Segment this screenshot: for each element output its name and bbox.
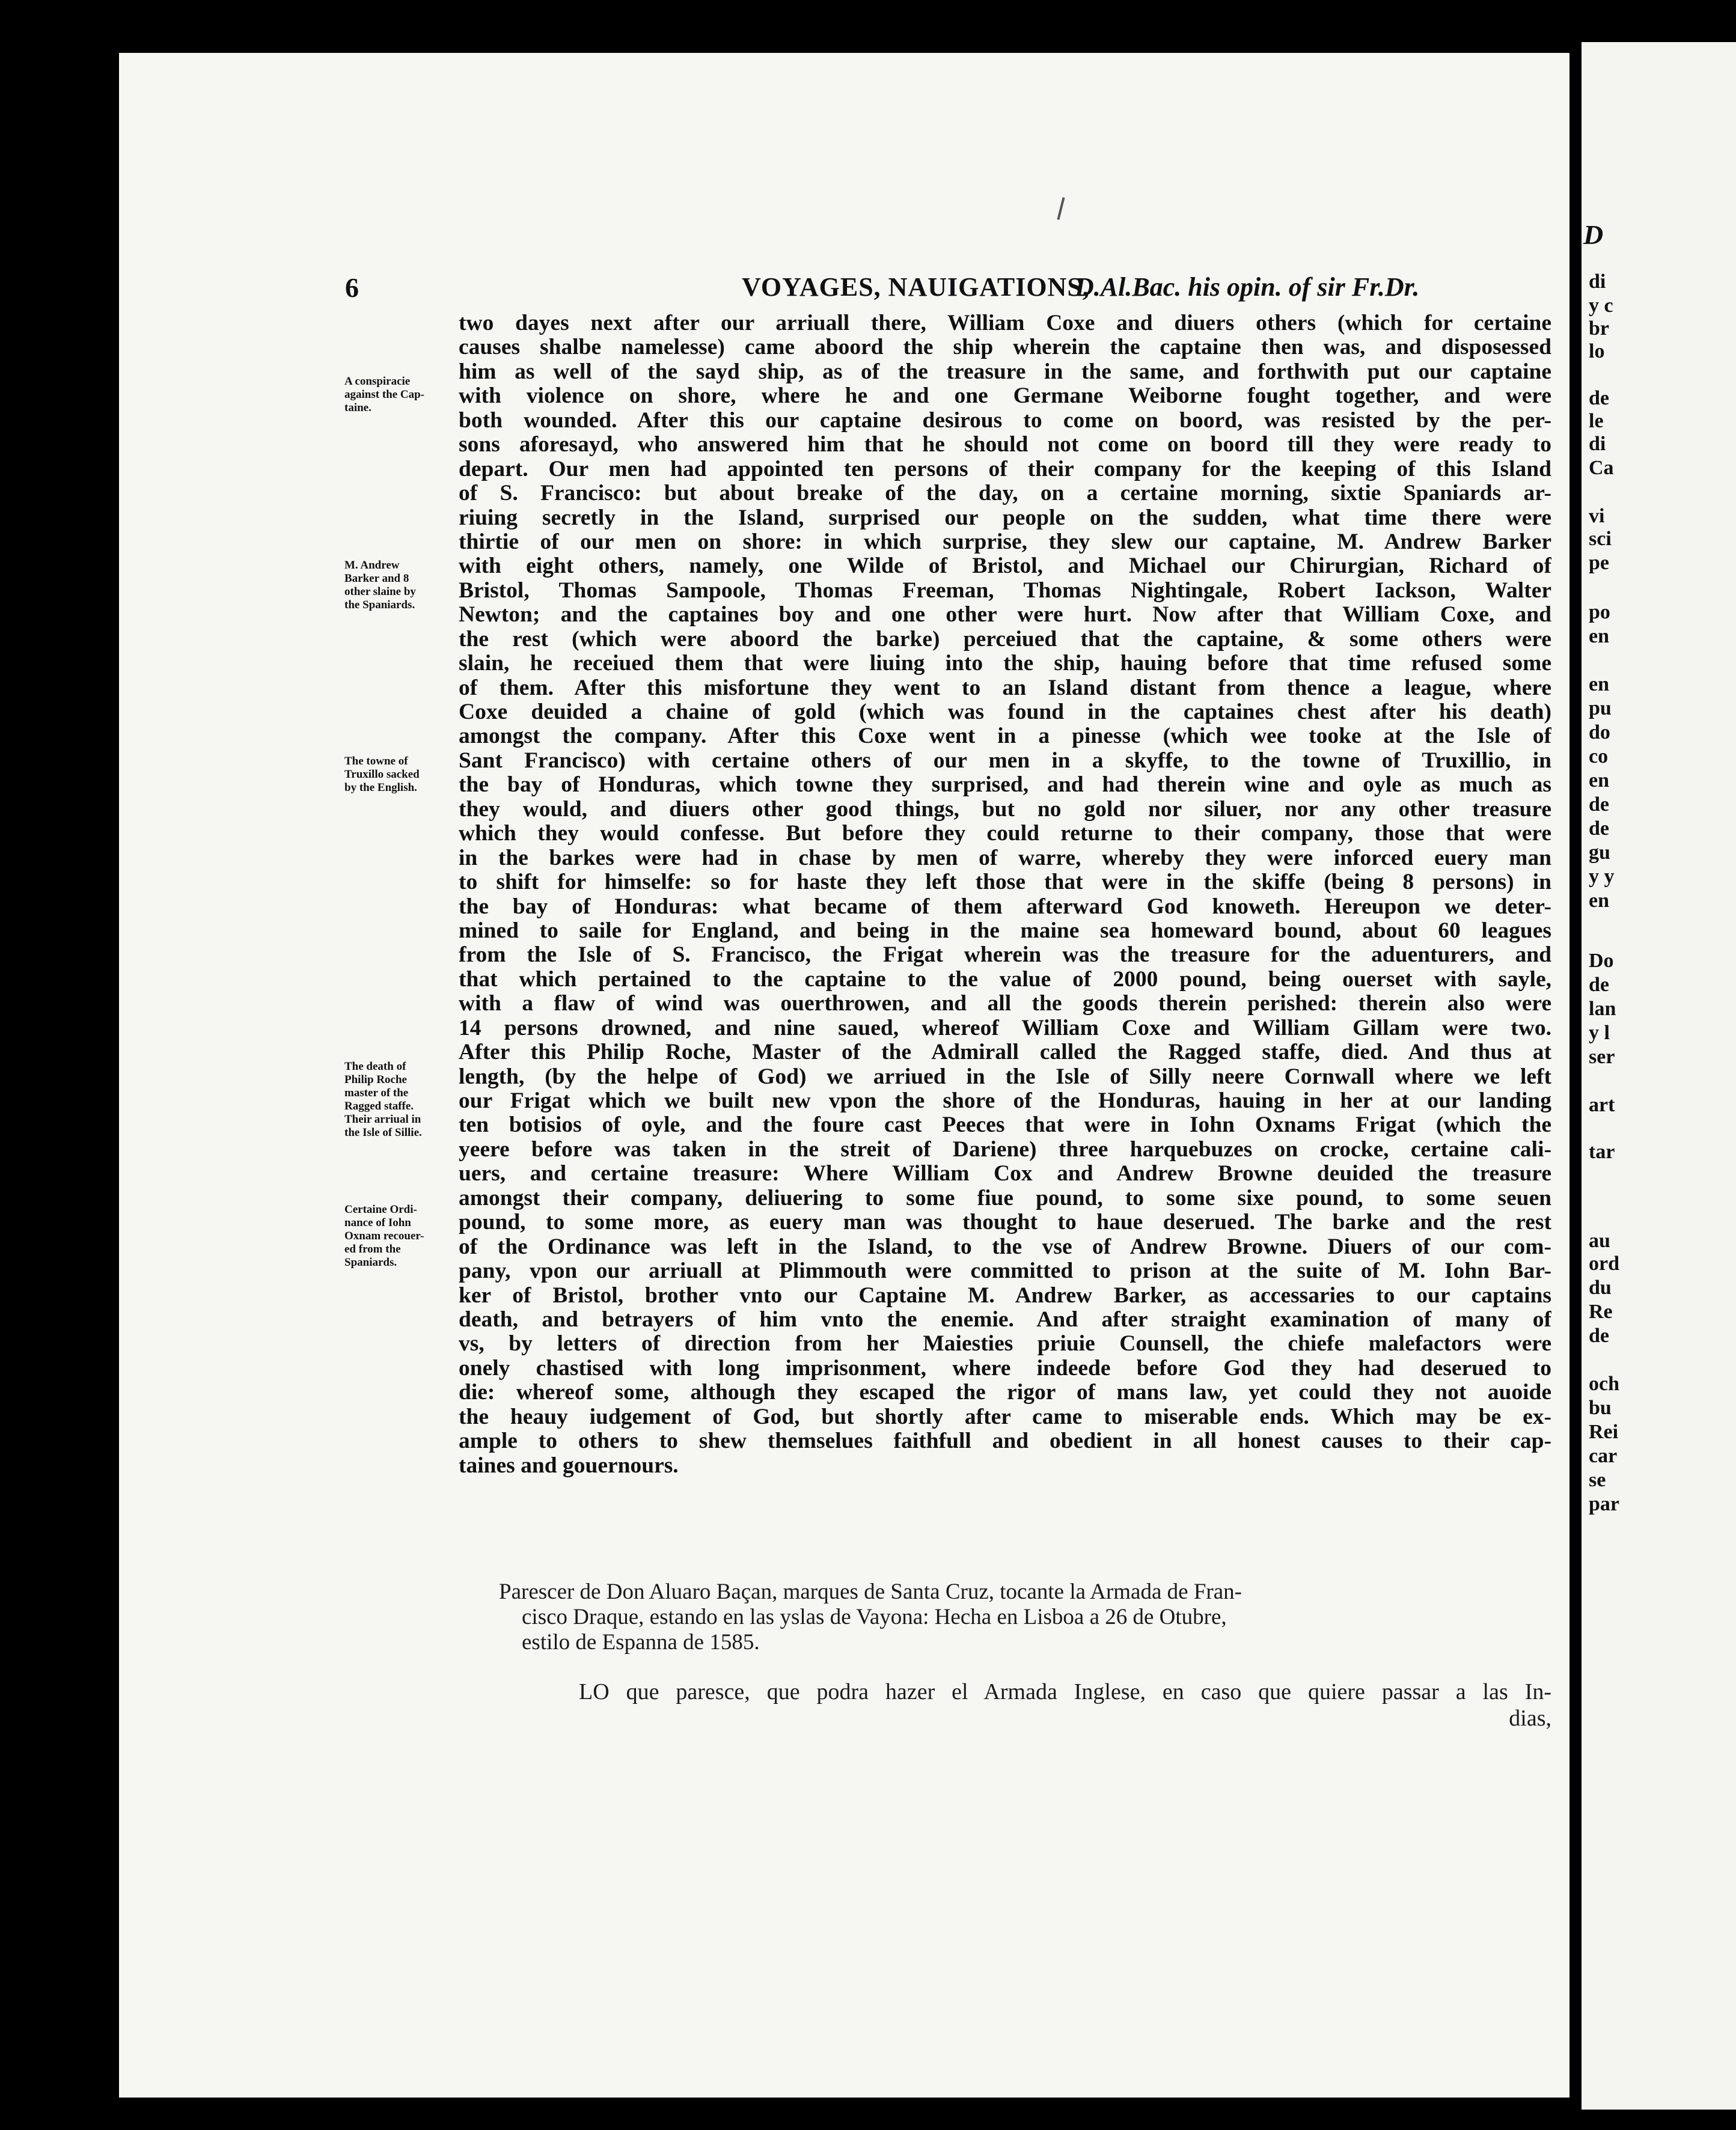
sidenote-line: other slaine by	[344, 585, 416, 598]
facing-text-fragment: se	[1589, 1469, 1606, 1491]
body-line: the rest (which were aboord the barke) perceiued that the captaine, & some others were	[459, 627, 1551, 652]
sidenote-line: Barker and 8	[344, 572, 409, 585]
facing-text-fragment: y y	[1589, 865, 1615, 888]
body-line: the bay of Honduras: what became of them afterward God knoweth. Hereupon we deter-	[459, 894, 1551, 919]
body-line: ker of Bristol, brother vnto our Captaine M. Andrew Barker, as accessaries to our captains	[459, 1283, 1551, 1308]
facing-text-fragment: vi	[1589, 505, 1605, 527]
facing-text-fragment: och	[1589, 1373, 1619, 1395]
facing-text-fragment: br	[1589, 317, 1609, 340]
body-line: the bay of Honduras, which towne they surprised, and had therein wine and oyle as much as	[459, 773, 1551, 798]
sidenote-line: Their arriual in	[344, 1113, 421, 1126]
sidenote	[344, 375, 457, 415]
body-line: from the Isle of S. Francisco, the Frigat wherein was the treasure for the aduenturers, and	[459, 943, 1551, 968]
body-line: vs, by letters of direction from her Maiesties priuie Counsell, the chiefe malefactors were	[459, 1332, 1551, 1356]
sidenote-line: taine.	[344, 401, 371, 414]
body-line: of them. After this misfortune they went to an Island distant from thence a league, where	[459, 676, 1551, 700]
body-line: death, and betrayers of him vnto the enemie. And after straight examination of many of	[459, 1307, 1551, 1332]
body-line: onely chastised with long imprisonment, where indeede before God they had deserued to	[459, 1356, 1551, 1381]
facing-text-fragment: le	[1589, 410, 1604, 432]
body-line: sons aforesayd, who answered him that he should not come on boord till they were ready to	[459, 433, 1551, 457]
sidenote-line: Oxnam recouer-	[344, 1230, 424, 1242]
sidenote-line: master of the	[344, 1087, 409, 1099]
sidenote	[344, 559, 457, 612]
facing-text-fragment: par	[1589, 1493, 1619, 1515]
running-subtitle: D.Al.Bac. his opin. of sir Fr.Dr.	[1075, 272, 1420, 302]
body-line: two dayes next after our arriuall there, William Coxe and diuers others (which for certaine	[459, 311, 1551, 335]
facing-text-fragment: lan	[1589, 998, 1616, 1020]
body-line: amongst their company, deliuering to some fiue pound, to some sixe pound, to some seuen	[459, 1186, 1551, 1210]
sidenote-line: nance of Iohn	[344, 1216, 411, 1229]
body-text	[459, 311, 1551, 1478]
sidenote-line: A conspiracie	[344, 375, 411, 388]
facing-text-fragment: gu	[1589, 841, 1610, 864]
body-line: 14 persons drowned, and nine saued, whereof William Coxe and William Gillam were two.	[459, 1016, 1551, 1040]
facing-text-fragment: pe	[1589, 552, 1609, 574]
ink-mark	[1057, 197, 1065, 220]
running-head	[119, 272, 1569, 308]
sidenote-line: Spaniards.	[344, 1256, 397, 1269]
facing-text-fragment: Do	[1589, 950, 1614, 972]
facing-text-fragment: tar	[1589, 1141, 1615, 1163]
facing-text-fragment: co	[1589, 745, 1609, 767]
facing-text-fragment: po	[1589, 601, 1610, 623]
book-page	[119, 53, 1569, 2098]
opening-line: LO que paresce, que podra hazer el Armada Inglese, en caso que quiere passar a las In-	[579, 1679, 1551, 1704]
facing-text-fragment: de	[1589, 793, 1609, 816]
body-line: Bristol, Thomas Sampoole, Thomas Freeman, Thomas Nightingale, Robert Iackson, Walter	[459, 578, 1551, 603]
body-line: pound, to some more, as euery man was thought to haue deserued. The barke and the rest	[459, 1210, 1551, 1235]
body-line: taines and gouernours.	[459, 1453, 679, 1478]
facing-text-fragment: y l	[1589, 1022, 1610, 1044]
body-line: thirtie of our men on shore: in which surprise, they slew our captaine, M. Andrew Barker	[459, 529, 1551, 554]
sidenote-line: Ragged staffe.	[344, 1100, 414, 1112]
facing-text-fragment: sci	[1589, 528, 1612, 550]
facing-text-fragment: en	[1589, 769, 1609, 792]
body-line: Sant Francisco) with certaine others of our men in a skyffe, to the towne of Truxillio, in	[459, 748, 1551, 773]
facing-text-fragment: di	[1589, 433, 1606, 455]
sidenote	[344, 755, 457, 795]
facing-text-fragment: y c	[1589, 294, 1613, 317]
sidenote-line: Truxillo sacked	[344, 768, 420, 781]
body-line: ten botisios of oyle, and the foure cast Peeces that were in Iohn Oxnams Frigat (which the	[459, 1113, 1551, 1138]
body-line: yeere before was taken in the streit of Dariene) three harquebuzes on crocke, certaine cali-	[459, 1137, 1551, 1162]
facing-text-fragment: de	[1589, 387, 1609, 409]
sidenote-line: against the Cap-	[344, 388, 425, 401]
sidenote-line: by the English.	[344, 781, 417, 794]
sidenote-line: The death of	[344, 1060, 406, 1073]
body-line: amongst the company. After this Coxe went in a pinesse (which wee tooke at the Isle of	[459, 724, 1551, 749]
page-gutter	[1569, 42, 1582, 2110]
facing-text-fragment: de	[1589, 1325, 1609, 1347]
body-line: both wounded. After this our captaine desirous to come on boord, was resisted by the per-	[459, 408, 1551, 433]
body-line: of the Ordinance was left in the Island, to the vse of Andrew Browne. Diuers of our com-	[459, 1234, 1551, 1259]
body-line: our Frigat which we built new vpon the shore of the Honduras, hauing in her at our landing	[459, 1089, 1551, 1113]
sidenote-line: The towne of	[344, 755, 408, 767]
facing-text-fragment: en	[1589, 890, 1609, 912]
running-title: VOYAGES, NAUIGATIONS,	[742, 272, 1090, 302]
sidenote-line: Certaine Ordi-	[344, 1203, 417, 1216]
facing-text-fragment: Rei	[1589, 1421, 1619, 1443]
body-line: in the barkes were had in chase by men of warre, whereby they were inforced euery man	[459, 846, 1551, 870]
body-line: with violence on shore, where he and one Germane Weiborne fought together, and were	[459, 384, 1551, 409]
body-line: which they would confesse. But before they could returne to their company, those that were	[459, 822, 1551, 846]
body-line: to shift for himselfe: so for haste they left those that were in the skiffe (being 8 persons) in	[459, 870, 1551, 895]
facing-text-fragment: di	[1589, 270, 1606, 293]
facing-text-fragment: car	[1589, 1445, 1618, 1467]
facing-text-fragment: Re	[1589, 1301, 1613, 1323]
body-line: depart. Our men had appointed ten persons of their company for the keeping of this Island	[459, 457, 1551, 481]
body-line: uers, and certaine treasure: Where William Cox and Andrew Browne deuided the treasure	[459, 1162, 1551, 1186]
body-line: die: whereof some, although they escaped the rigor of mans law, yet could they not auoide	[459, 1381, 1551, 1405]
facing-text-fragment: de	[1589, 974, 1609, 996]
body-line: with a flaw of wind was ouerthrowen, and all the goods therein perished: therein also were	[459, 992, 1551, 1016]
facing-text-fragment: bu	[1589, 1397, 1612, 1419]
body-line: they would, and diuers other good things, but no gold nor siluer, nor any other treasure	[459, 797, 1551, 822]
body-line: Newton; and the captaines boy and one other were hurt. Now after that William Coxe, and	[459, 603, 1551, 627]
opening-line: dias,	[1509, 1706, 1551, 1731]
body-line: that which pertained to the captaine to the value of 2000 pound, being ouerset with sayle,	[459, 967, 1551, 992]
facing-text-fragment: au	[1589, 1230, 1610, 1252]
facing-page	[1582, 42, 1736, 2110]
body-line: pany, vpon our arriuall at Plimmouth were committed to prison at the suite of M. Iohn Bar-	[459, 1259, 1551, 1284]
sidenote-line: M. Andrew	[344, 559, 400, 572]
facing-text-fragment: ser	[1589, 1046, 1615, 1068]
body-line: ample to others to shew themselues faithfull and obedient in all honest causes to their cap-	[459, 1429, 1551, 1454]
sidenote-line: the Isle of Sillie.	[344, 1126, 422, 1139]
body-line: the heauy iudgement of God, but shortly after came to miserable ends. Which may be ex-	[459, 1405, 1551, 1429]
facing-text-fragment: ord	[1589, 1253, 1619, 1275]
sidenote-line: ed from the	[344, 1243, 401, 1256]
facing-text-fragment: pu	[1589, 697, 1612, 719]
body-line: him as well of the sayd ship, as of the treasure in the same, and forthwith put our captaine	[459, 359, 1551, 384]
facing-text-fragment: Ca	[1589, 457, 1614, 479]
facing-text-fragment: de	[1589, 817, 1609, 840]
facing-page-head: D	[1583, 219, 1604, 250]
body-line: slain, he receiued them that were liuing into the ship, hauing before that time refused some	[459, 652, 1551, 676]
heading-line: estilo de Espanna de 1585.	[522, 1630, 760, 1655]
facing-text-fragment: en	[1589, 673, 1609, 695]
facing-text-fragment: en	[1589, 625, 1609, 647]
sidenote	[344, 1203, 457, 1269]
body-line: with eight others, namely, one Wilde of Bristol, and Michael our Chirurgian, Richard of	[459, 554, 1551, 579]
sidenote-line: Philip Roche	[344, 1073, 407, 1086]
facing-text-fragment: art	[1589, 1094, 1615, 1116]
page-number: 6	[345, 272, 359, 303]
body-line: mined to saile for England, and being in the maine sea homeward bound, about 60 leagues	[459, 918, 1551, 943]
sidenote	[344, 1060, 457, 1140]
heading-line: cisco Draque, estando en las yslas de Vayona: Hecha en Lisboa a 26 de Otubre,	[522, 1605, 1227, 1629]
section-heading	[499, 1579, 1552, 1655]
body-line: causes shalbe namelesse) came aboord the ship wherein the captaine then was, and disposessed	[459, 335, 1551, 360]
body-line: Coxe deuided a chaine of gold (which was found in the captaines chest after his death)	[459, 700, 1551, 724]
facing-text-fragment: lo	[1589, 340, 1605, 362]
facing-text-fragment: du	[1589, 1277, 1612, 1299]
opening-paragraph	[579, 1679, 1551, 1732]
sidenote-line: the Spaniards.	[344, 599, 415, 611]
body-line: riuing secretly in the Island, surprised our people on the sudden, what time there were	[459, 505, 1551, 530]
facing-text-fragment: do	[1589, 721, 1610, 743]
body-line: length, (by the helpe of God) we arriued in the Isle of Silly neere Cornwall where we left	[459, 1064, 1551, 1089]
body-line: After this Philip Roche, Master of the Admirall called the Ragged staffe, died. And thus at	[459, 1040, 1551, 1065]
body-line: of S. Francisco: but about breake of the day, on a certaine morning, sixtie Spaniards ar-	[459, 481, 1551, 506]
heading-line: Parescer de Don Aluaro Baçan, marques de Santa Cruz, tocante la Armada de Fran-	[499, 1579, 1242, 1604]
